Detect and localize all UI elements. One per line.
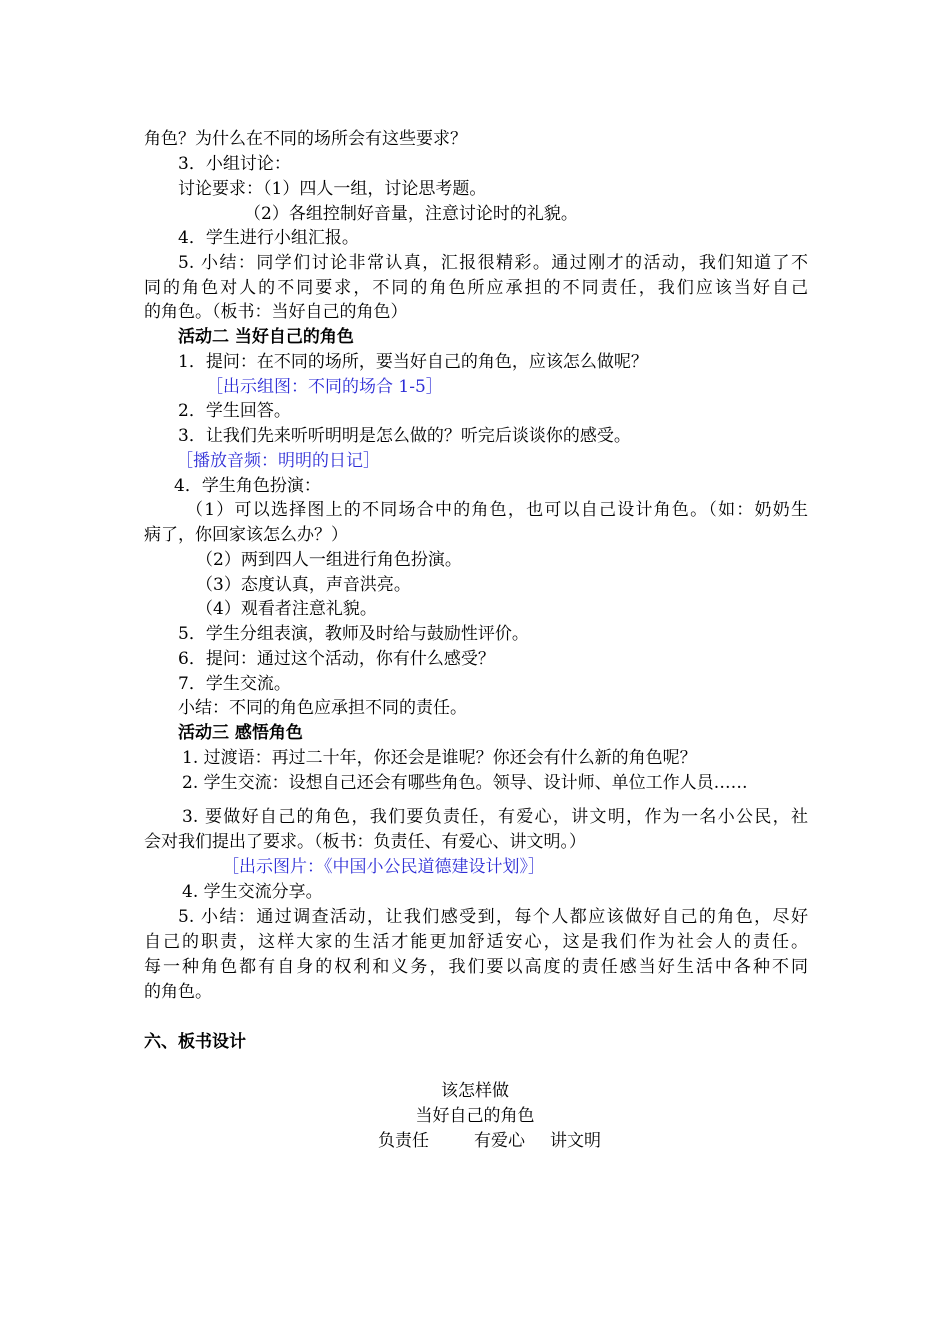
text-line: 6．提问：通过这个活动，你有什么感受？	[178, 649, 495, 669]
text-line: 1. 过渡语：再过二十年，你还会是谁呢？你还会有什么新的角色呢？	[182, 748, 697, 768]
board-item: 讲文明	[550, 1131, 601, 1151]
text-line: 3. 要做好自己的角色，我们要负责任，有爱心，讲文明，作为一名小公民，社	[182, 807, 808, 827]
text-line: 4. 学生交流分享。	[182, 882, 323, 902]
text-line: 1．提问：在不同的场所，要当好自己的角色，应该怎么做呢？	[178, 352, 648, 372]
text-line: 5. 小结：通过调查活动，让我们感受到，每个人都应该做好自己的角色，尽好	[178, 907, 808, 927]
media-note: ［出示图片：《中国小公民道德建设计划》］	[222, 857, 545, 877]
text-line: 5. 小结：同学们讨论非常认真，汇报很精彩。通过刚才的活动，我们知道了不	[178, 253, 808, 273]
text-line: 3．让我们先来听听明明是怎么做的？听完后谈谈你的感受。	[178, 426, 631, 446]
text-line: 讨论要求：（1）四人一组，讨论思考题。	[178, 179, 487, 199]
board-item: 负责任	[378, 1131, 429, 1151]
text-line: 自己的职责，这样大家的生活才能更加舒适安心，这是我们作为社会人的责任。	[144, 932, 808, 952]
text-line: （1）可以选择图上的不同场合中的角色，也可以自己设计角色。（如：奶奶生	[186, 500, 808, 520]
board-line: 当好自己的角色	[415, 1106, 535, 1126]
section-heading: 六、板书设计	[144, 1032, 246, 1052]
text-line: 病了，你回家该怎么办？）	[144, 525, 348, 545]
text-line: （2）两到四人一组进行角色扮演。	[196, 550, 462, 570]
text-line: 4．学生进行小组汇报。	[178, 228, 359, 248]
text-line: 的角色。	[144, 982, 212, 1002]
text-line: 每一种角色都有自身的权利和义务，我们要以高度的责任感当好生活中各种不同	[144, 957, 808, 977]
media-note: ［播放音频：明明的日记］	[176, 451, 380, 471]
text-line: （2）各组控制好音量，注意讨论时的礼貌。	[244, 204, 578, 224]
text-line: 5．学生分组表演，教师及时给与鼓励性评价。	[178, 624, 529, 644]
text-line: （4）观看者注意礼貌。	[196, 599, 377, 619]
activity-heading: 活动三 感悟角色	[178, 723, 303, 743]
text-line: 会对我们提出了要求。（板书：负责任、有爱心、讲文明。）	[144, 832, 586, 852]
text-line: 小结：不同的角色应承担不同的责任。	[178, 698, 467, 718]
text-line: 同的角色对人的不同要求，不同的角色所应承担的不同责任，我们应该当好自己	[144, 278, 808, 298]
text-line: 4．学生角色扮演：	[174, 476, 321, 496]
text-line: 3．小组讨论：	[178, 154, 291, 174]
board-item: 有爱心	[474, 1131, 525, 1151]
activity-heading: 活动二 当好自己的角色	[178, 327, 354, 347]
board-line: 该怎样做	[441, 1081, 509, 1101]
text-line: 2．学生回答。	[178, 401, 291, 421]
text-line: （3）态度认真，声音洪亮。	[196, 575, 411, 595]
text-line: 角色？为什么在不同的场所会有这些要求？	[144, 129, 467, 149]
text-line: 2. 学生交流：设想自己还会有哪些角色。领导、设计师、单位工作人员……	[182, 773, 748, 793]
text-line: 的角色。（板书：当好自己的角色）	[144, 302, 408, 322]
media-note: ［出示组图：不同的场合 1-5］	[206, 377, 443, 397]
text-line: 7．学生交流。	[178, 674, 291, 694]
